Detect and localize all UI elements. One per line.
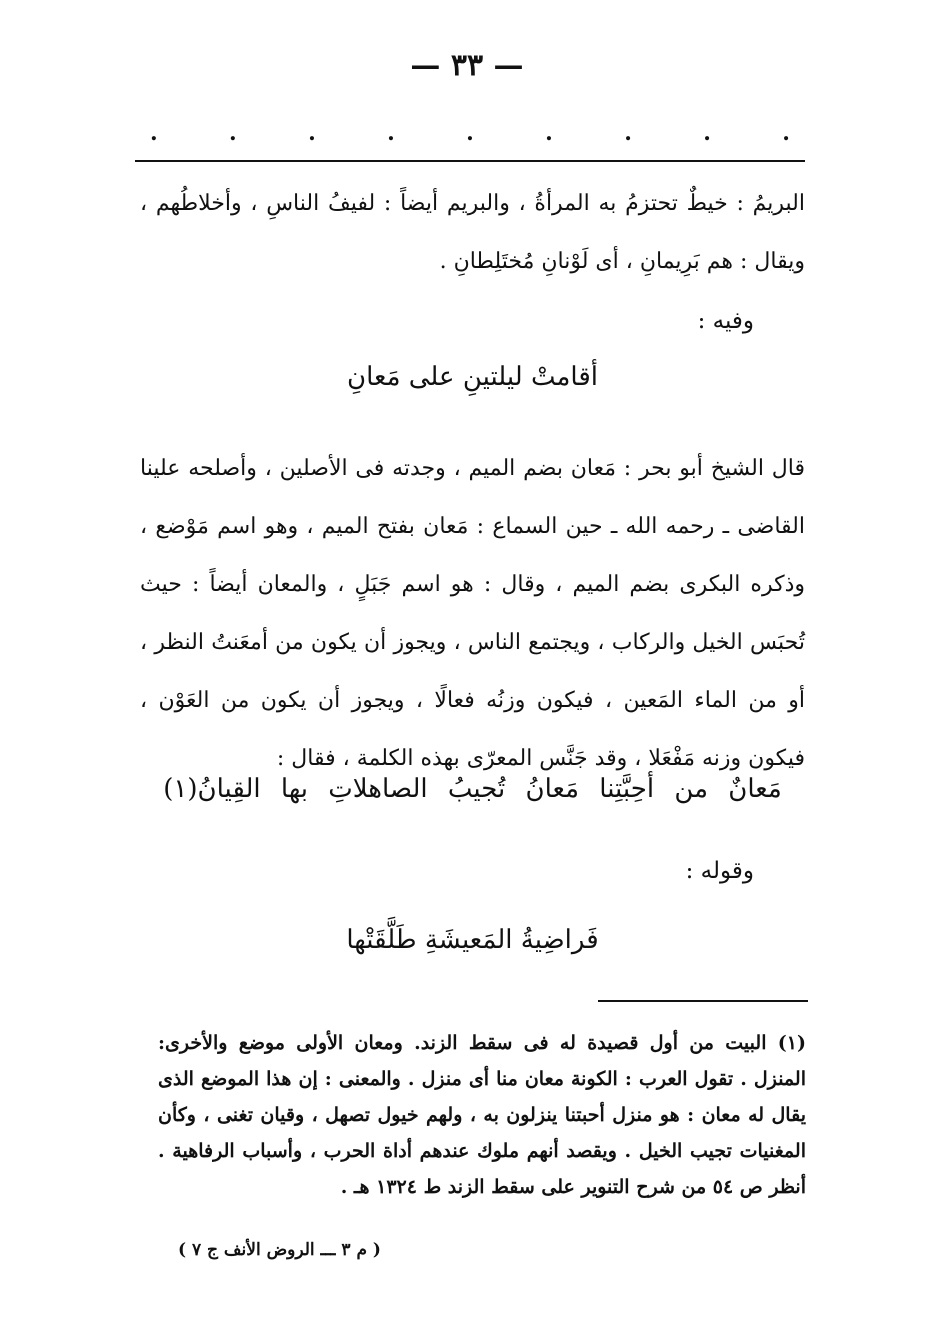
verse-line-2: مَعانٌ من أحِبَّتِنا مَعانُ تُجيبُ الصاهلاتِ بها القِيانُ(١) (163, 774, 782, 804)
footnote: (١) البيت من أول قصيدة له فى سقط الزند. ومعان الأولى موضع والأخرى: المنزل . تقول العرب : الكونة معان منا أى منزل . والمعنى : إن هذا الموضع الذى يقال له معان : هو منزل أحبتنا ينزلون به ، ولهم خيول تصهل ، وقيان تغنى ، وكأن المغنيات تجيب الخيل . ويقصد أنهم ملوك عندهم أداة الحرب ، وأسباب الرفاهية . أنظر ص ٥٤ من شرح التنوير على سقط الزند ط ١٣٢٤ هـ . (158, 1032, 806, 1198)
section-label-wafih: وفيه : (697, 308, 754, 334)
header-rule (135, 160, 805, 162)
header-dot: . (545, 120, 553, 146)
header-dot: . (387, 120, 395, 146)
header-dot: . (229, 120, 237, 146)
footnote-rule (598, 1000, 808, 1002)
intro-paragraph: البريمُ : خيطٌ تحتزمُ به المرأةُ ، والبريم أيضاً : لفيفُ الناسِ ، وأخلاطُهم ، ويقال : هم بَرِيمانِ ، أى لَوْنانِ مُختَلِطانِ . (140, 191, 805, 274)
header-dots (150, 120, 790, 146)
header-dot: . (308, 120, 316, 146)
signature-mark: ( م ٣ ـــ الروض الأنف ج ٧ ) (178, 1240, 381, 1260)
section-label-wa-qawluh: وقوله : (685, 858, 754, 884)
header-dot: . (466, 120, 474, 146)
page-number: — ٣٣ — (410, 48, 524, 83)
header-dot: . (782, 120, 790, 146)
header-dot: . (150, 120, 158, 146)
main-paragraph: قال الشيخ أبو بحر : مَعان بضم الميم ، وجدته فى الأصلين ، وأصلحه علينا القاضى ـ رحمه الله ـ حين السماع : مَعان بفتح الميم ، وهو اسم مَوْضع ، وذكره البكرى بضم الميم ، وقال : هو اسم جَبَلٍ ، والمعان أيضاً : حيث تُحبَس الخيل والركاب ، ويجتمع الناس ، ويجوز أن يكون من أمعَنتُ النظر ، أو من الماء المَعين ، فيكون وزنُه فعالًا ، ويجوز أن يكون من العَوْن ، فيكون وزنه مَفْعَلا ، وقد جَنَّس المعرّى بهذه الكلمة ، فقال : (140, 456, 805, 771)
header-dot: . (703, 120, 711, 146)
verse-line-3: فَراضِيةُ المَعيشَةِ طَلَّقَتْها (346, 925, 599, 955)
header-dot: . (624, 120, 632, 146)
verse-line-1: أقامتْ ليلتينِ على مَعانِ (347, 362, 598, 392)
